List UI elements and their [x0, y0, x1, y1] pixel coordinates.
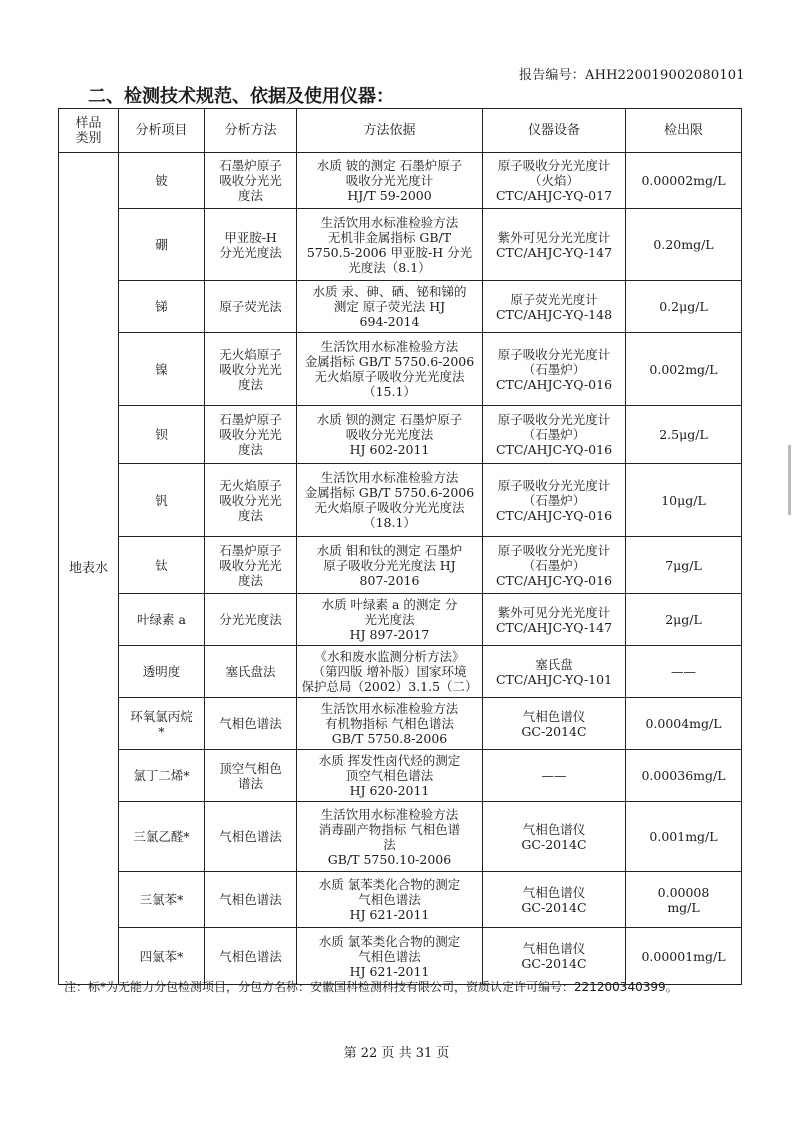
limit-cell: [626, 750, 742, 802]
header-item: 分析项目: [119, 109, 205, 153]
method-line: 吸收分光光: [219, 427, 282, 442]
limit-line: 0.20mg/L: [653, 237, 714, 252]
instrument-line: 紫外可见分光光度计: [497, 229, 611, 245]
method-cell: [205, 802, 297, 872]
basis-line: 水质 挥发性卤代烃的测定: [318, 753, 461, 768]
basis-line: 吸收分光光度计: [345, 173, 434, 188]
basis-line: 694-2014: [359, 314, 420, 329]
method-line: 度法: [237, 188, 263, 203]
instrument-line: CTC/AHJC-YQ-148: [495, 306, 613, 322]
instrument-line: CTC/AHJC-YQ-016: [495, 442, 613, 457]
method-line: 无火焰原子: [219, 346, 282, 362]
basis-line: 生活饮用水标准检验方法: [320, 701, 459, 716]
instrument-line: 原子荧光光度计: [510, 291, 598, 307]
item-cell: [119, 333, 205, 406]
table-row: [59, 928, 742, 985]
header-instrument: 仪器设备: [483, 109, 626, 153]
basis-line: 无火焰原子吸收分光光度法: [314, 369, 465, 384]
limit-line: 0.00036mg/L: [641, 768, 726, 783]
instrument-line: GC-2014C: [521, 899, 587, 915]
item-line: 钡: [155, 427, 168, 442]
method-cell: [205, 646, 297, 698]
instrument-cell: [483, 464, 626, 537]
instrument-cell: [483, 872, 626, 928]
basis-line: HJ 621-2011: [349, 907, 430, 922]
limit-cell: [626, 594, 742, 646]
method-line: 石墨炉原子: [219, 412, 282, 427]
basis-line: 807-2016: [359, 572, 420, 588]
test-spec-table: [58, 108, 742, 985]
footnote: 注：标*为无能力分包检测项目，分包方名称：安徽国科检测科技有限公司，资质认定许可编号：221200340399。: [64, 980, 678, 994]
limit-line: mg/L: [667, 899, 700, 915]
basis-line: 水质 叶绿素 a 的测定 分: [321, 597, 458, 612]
item-line: 钛: [155, 557, 168, 573]
header-sample-type: [59, 109, 119, 153]
basis-cell: [297, 153, 483, 209]
limit-line: 0.2μg/L: [659, 299, 708, 314]
item-cell: [119, 698, 205, 750]
limit-line: 0.00001mg/L: [641, 948, 726, 964]
limit-cell: [626, 209, 742, 281]
method-cell: [205, 281, 297, 333]
table-row: [59, 537, 742, 594]
limit-cell: [626, 928, 742, 985]
basis-line: 生活饮用水标准检验方法: [320, 470, 459, 485]
item-cell: [119, 872, 205, 928]
method-line: 气相色谱法: [219, 948, 282, 964]
instrument-line: 原子吸收分光光度计: [497, 412, 611, 427]
item-line: 透明度: [142, 664, 181, 679]
basis-line: 顶空气相色谱法: [345, 768, 434, 783]
instrument-line: CTC/AHJC-YQ-016: [495, 507, 613, 523]
basis-line: 生活饮用水标准检验方法: [320, 339, 459, 354]
table-row: [59, 406, 742, 464]
method-cell: [205, 464, 297, 537]
table-row: [59, 333, 742, 406]
instrument-cell: [483, 928, 626, 985]
instrument-cell: [483, 333, 626, 406]
method-cell: [205, 333, 297, 406]
limit-line: 0.002mg/L: [649, 361, 718, 377]
basis-line: 水质 氯苯类化合物的测定: [318, 933, 461, 949]
table-row: [59, 209, 742, 281]
basis-line: 无火焰原子吸收分光光度法: [314, 500, 465, 515]
instrument-line: CTC/AHJC-YQ-016: [495, 572, 613, 588]
item-cell: [119, 928, 205, 985]
item-line: 环氧氯丙烷: [130, 708, 193, 724]
method-line: 无火焰原子: [219, 477, 282, 493]
method-line: 分光光度法: [219, 244, 282, 260]
basis-line: 光光度法: [364, 612, 415, 627]
instrument-line: GC-2014C: [521, 723, 587, 739]
limit-line: ——: [671, 664, 696, 679]
item-cell: [119, 594, 205, 646]
instrument-line: 气相色谱仪: [522, 884, 586, 900]
basis-line: 水质 钼和钛的测定 石墨炉: [316, 542, 463, 558]
instrument-line: CTC/AHJC-YQ-017: [495, 188, 613, 203]
method-cell: [205, 872, 297, 928]
instrument-line: 紫外可见分光光度计: [497, 604, 611, 620]
header-limit: 检出限: [626, 109, 742, 153]
instrument-line: ——: [541, 768, 567, 783]
item-cell: [119, 209, 205, 281]
basis-cell: [297, 281, 483, 333]
instrument-line: 原子吸收分光光度计: [497, 158, 611, 173]
header-sample-type-line: 类别: [75, 130, 102, 146]
item-line: 硼: [155, 237, 168, 252]
limit-line: 7μg/L: [665, 557, 702, 573]
basis-line: （15.1）: [363, 384, 416, 399]
limit-cell: [626, 333, 742, 406]
item-cell: [119, 537, 205, 594]
method-line: 甲亚胺-H: [224, 229, 277, 245]
instrument-cell: [483, 281, 626, 333]
limit-cell: [626, 872, 742, 928]
header-basis: 方法依据: [297, 109, 483, 153]
basis-line: 原子吸收分光光度法 HJ: [323, 557, 456, 573]
method-line: 气相色谱法: [219, 892, 282, 907]
basis-line: GB/T 5750.10-2006: [327, 851, 452, 867]
basis-cell: [297, 750, 483, 802]
item-line: 铍: [155, 173, 168, 188]
instrument-cell: [483, 153, 626, 209]
basis-line: 生活饮用水标准检验方法: [320, 214, 459, 230]
item-line: 锑: [155, 299, 168, 314]
basis-line: 气相色谱法: [358, 948, 421, 964]
method-line: 度法: [237, 442, 263, 457]
instrument-line: 原子吸收分光光度计: [497, 346, 611, 362]
basis-cell: [297, 802, 483, 872]
limit-line: 0.00008: [657, 884, 710, 900]
basis-line: 光度法（8.1）: [348, 259, 431, 275]
instrument-cell: [483, 698, 626, 750]
limit-line: 2.5μg/L: [659, 427, 708, 442]
scan-edge-mark: [788, 445, 791, 515]
method-line: 塞氏盘法: [225, 664, 276, 679]
method-line: 吸收分光光: [219, 173, 282, 188]
item-cell: [119, 750, 205, 802]
page-number: 第 22 页 共 31 页: [343, 1046, 450, 1061]
method-line: 石墨炉原子: [219, 158, 282, 173]
limit-cell: [626, 281, 742, 333]
limit-line: 0.001mg/L: [649, 829, 718, 844]
limit-cell: [626, 153, 742, 209]
method-line: 顶空气相色: [219, 760, 282, 776]
method-line: 气相色谱法: [219, 716, 282, 731]
header-sample-type-line: 样品: [75, 115, 102, 131]
limit-cell: [626, 406, 742, 464]
method-cell: [205, 698, 297, 750]
method-line: 度法: [237, 507, 263, 523]
item-cell: [119, 406, 205, 464]
limit-cell: [626, 698, 742, 750]
limit-line: 0.00002mg/L: [641, 173, 726, 188]
basis-line: 法: [383, 836, 396, 852]
basis-line: 吸收分光光度法: [345, 427, 434, 442]
item-line: 氯丁二烯*: [133, 768, 190, 783]
basis-line: 金属指标 GB/T 5750.6-2006: [304, 485, 475, 500]
basis-cell: [297, 406, 483, 464]
basis-line: HJ 621-2011: [349, 963, 430, 979]
instrument-line: CTC/AHJC-YQ-016: [495, 376, 613, 392]
instrument-line: 气相色谱仪: [522, 708, 586, 724]
instrument-line: GC-2014C: [521, 956, 587, 971]
instrument-line: （石墨炉）: [522, 361, 586, 377]
basis-line: 《水和废水监测分析方法》: [314, 649, 465, 664]
basis-cell: [297, 698, 483, 750]
item-line: 三氯乙醛*: [133, 829, 190, 844]
basis-cell: [297, 872, 483, 928]
basis-line: 5750.5-2006 甲亚胺-H 分光: [306, 244, 473, 260]
method-cell: [205, 537, 297, 594]
instrument-line: CTC/AHJC-YQ-147: [495, 244, 613, 260]
basis-cell: [297, 209, 483, 281]
basis-cell: [297, 594, 483, 646]
table-row: [59, 802, 742, 872]
item-cell: [119, 802, 205, 872]
basis-line: 有机物指标 气相色谱法: [325, 716, 454, 731]
instrument-cell: [483, 594, 626, 646]
method-line: 吸收分光光: [219, 492, 282, 508]
report-number: 报告编号：AHH22001900208010​1: [519, 68, 745, 83]
basis-line: 金属指标 GB/T 5750.6-2006: [304, 354, 475, 369]
basis-line: 水质 汞、砷、硒、铋和锑的: [312, 284, 467, 299]
instrument-line: GC-2014C: [521, 836, 587, 852]
table-row: [59, 646, 742, 698]
table-row: [59, 464, 742, 537]
table-row: [59, 698, 742, 750]
basis-line: HJ/T 59-2000: [347, 188, 432, 203]
instrument-cell: [483, 209, 626, 281]
item-line: 镍: [155, 361, 168, 377]
item-line: 四氯苯*: [139, 948, 184, 964]
item-line: 叶绿素 a: [137, 612, 186, 627]
limit-line: 10μg/L: [661, 492, 706, 508]
basis-line: 水质 氯苯类化合物的测定: [318, 877, 461, 892]
method-line: 度法: [237, 376, 263, 392]
method-line: 谱法: [237, 775, 263, 791]
basis-line: 气相色谱法: [358, 892, 421, 907]
method-line: 气相色谱法: [219, 829, 282, 844]
basis-line: （第四版 增补版）国家环境: [312, 664, 467, 679]
instrument-cell: [483, 537, 626, 594]
method-cell: [205, 406, 297, 464]
basis-cell: [297, 333, 483, 406]
instrument-cell: [483, 646, 626, 698]
basis-line: （18.1）: [363, 515, 416, 530]
instrument-line: （石墨炉）: [522, 492, 586, 508]
method-line: 吸收分光光: [219, 361, 282, 377]
table-row: [59, 153, 742, 209]
section-title: 二、检测技术规范、依据及使用仪器：: [88, 86, 394, 107]
item-line: 三氯苯*: [139, 892, 184, 907]
basis-line: 保护总局（2002）3.1.5（二）: [301, 679, 478, 694]
basis-line: 测定 原子荧光法 HJ: [333, 299, 446, 314]
basis-line: 消毒副产物指标 气相色谱: [318, 821, 461, 837]
instrument-cell: [483, 750, 626, 802]
method-cell: [205, 928, 297, 985]
basis-line: 水质 铍的测定 石墨炉原子: [316, 158, 463, 173]
method-line: 度法: [237, 572, 263, 588]
table-row: [59, 872, 742, 928]
instrument-line: 塞氏盘: [535, 656, 573, 672]
limit-cell: [626, 537, 742, 594]
method-line: 石墨炉原子: [219, 542, 282, 558]
method-line: 分光光度法: [219, 612, 282, 627]
method-line: 原子荧光法: [219, 299, 282, 314]
limit-line: 0.0004mg/L: [645, 716, 722, 731]
method-cell: [205, 209, 297, 281]
basis-line: 生活饮用水标准检验方法: [320, 806, 459, 822]
limit-cell: [626, 464, 742, 537]
table-header-row: [59, 109, 742, 153]
instrument-line: CTC/AHJC-YQ-147: [495, 619, 613, 635]
basis-cell: [297, 464, 483, 537]
item-cell: [119, 153, 205, 209]
method-cell: [205, 594, 297, 646]
item-cell: [119, 281, 205, 333]
basis-cell: [297, 646, 483, 698]
basis-line: 无机非金属指标 GB/T: [327, 229, 452, 245]
instrument-cell: [483, 802, 626, 872]
basis-cell: [297, 537, 483, 594]
header-method: 分析方法: [205, 109, 297, 153]
method-line: 吸收分光光: [219, 557, 282, 573]
basis-line: GB/T 5750.8-2006: [331, 731, 448, 746]
instrument-line: （石墨炉）: [522, 427, 586, 442]
basis-line: HJ 602-2011: [349, 442, 430, 457]
instrument-cell: [483, 406, 626, 464]
instrument-line: （石墨炉）: [522, 557, 586, 573]
limit-line: 2μg/L: [665, 612, 702, 627]
table-body: [59, 153, 742, 985]
instrument-line: 气相色谱仪: [522, 821, 586, 837]
instrument-line: 气相色谱仪: [522, 941, 586, 956]
basis-line: 水质 钡的测定 石墨炉原子: [316, 412, 463, 427]
table-row: [59, 594, 742, 646]
item-line: 钒: [155, 492, 168, 508]
method-cell: [205, 153, 297, 209]
limit-cell: [626, 646, 742, 698]
instrument-line: CTC/AHJC-YQ-101: [495, 671, 613, 687]
basis-line: HJ 897-2017: [349, 627, 430, 642]
instrument-line: 原子吸收分光光度计: [497, 542, 611, 558]
limit-cell: [626, 802, 742, 872]
basis-line: HJ 620-2011: [349, 783, 430, 798]
basis-cell: [297, 928, 483, 985]
item-cell: [119, 646, 205, 698]
table-row: [59, 281, 742, 333]
item-cell: [119, 464, 205, 537]
sample-type-cell: 地表水: [59, 153, 119, 985]
table-row: [59, 750, 742, 802]
method-cell: [205, 750, 297, 802]
item-line: *: [158, 723, 165, 739]
instrument-line: 原子吸收分光光度计: [497, 477, 611, 493]
instrument-line: （火焰）: [528, 173, 579, 188]
